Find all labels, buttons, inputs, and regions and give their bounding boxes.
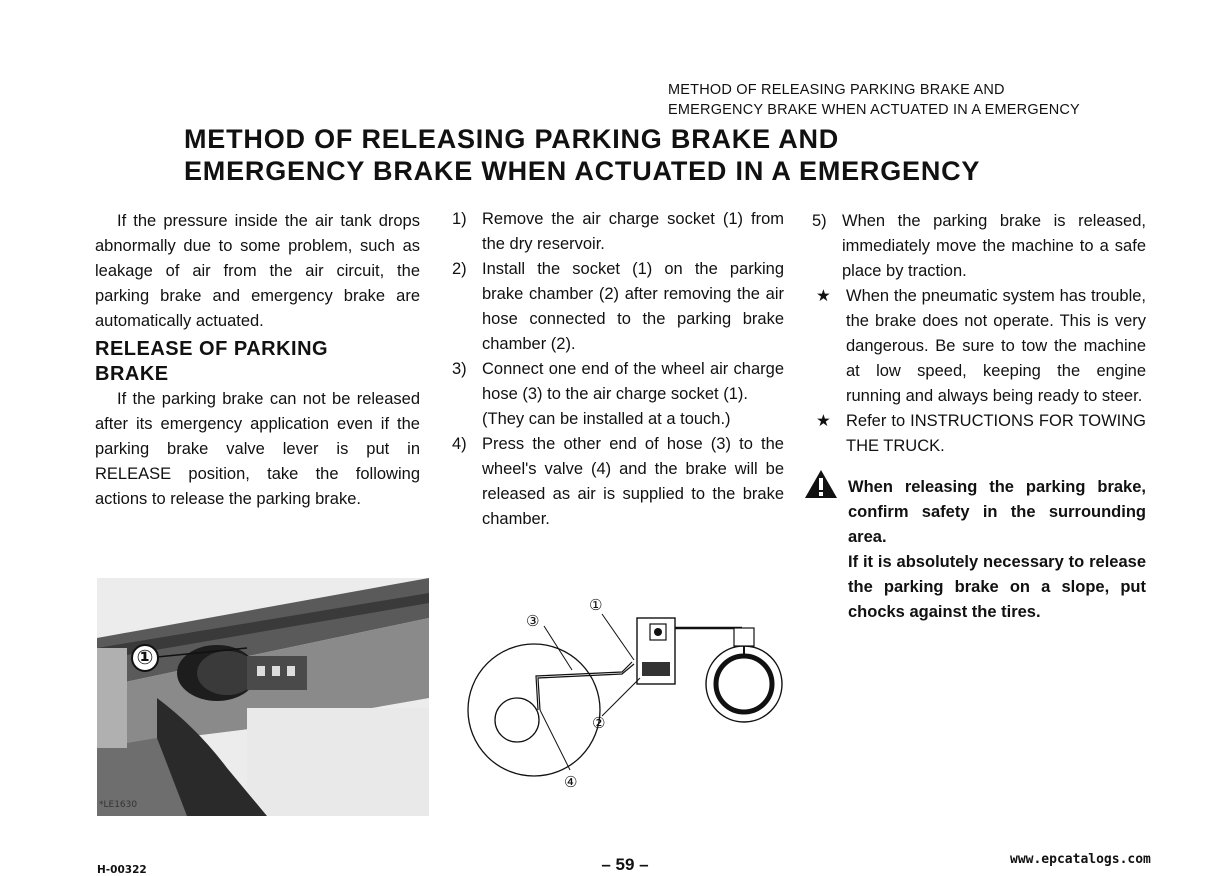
section-heading-line2: BRAKE <box>95 363 169 385</box>
step-item <box>812 209 1146 284</box>
star-bullet-icon: ★ <box>816 412 831 430</box>
page-number: – 59 – <box>601 855 649 874</box>
warning-box <box>812 475 1146 625</box>
step-item <box>452 207 784 257</box>
warning-text-1: When releasing the parking brake, confirm safety in the surrounding area. <box>848 478 1146 546</box>
intro-paragraph: If the pressure inside the air tank drops abnormally due to some problem, such as leakage of air from the air circuit, the parking brake and emergency brake are automatically actuated. <box>95 212 420 330</box>
warning-text-2: If it is absolutely necessary to release the parking brake on a slope, put chocks against the tires. <box>848 553 1146 621</box>
brake-chamber-photo <box>97 578 429 816</box>
note-text: Refer to INSTRUCTIONS FOR TOWING THE TRUCK. <box>846 412 1146 455</box>
step-item <box>452 432 784 532</box>
page-title <box>184 123 1084 187</box>
note-item <box>812 409 1146 459</box>
footer-code: H-00322 <box>97 864 147 876</box>
footer-url: www.epcatalogs.com <box>1010 852 1151 867</box>
step-number: 3) <box>452 360 467 378</box>
step-number <box>452 407 482 432</box>
step-number: 2) <box>452 260 467 278</box>
running-header <box>668 80 1208 120</box>
step-text: Remove the air charge socket (1) from the dry reservoir. <box>482 210 784 253</box>
step-text: (They can be installed at a touch.) <box>482 410 731 428</box>
step-text: Install the socket (1) on the parking brake chamber (2) after removing the air hose connected to the parking brake chamber (2). <box>482 260 784 353</box>
diagram-label-socket: ① <box>589 597 603 614</box>
column-middle <box>452 207 784 532</box>
step-number: 1) <box>452 210 467 228</box>
diagram-label-hose: ③ <box>526 613 540 630</box>
running-header-line2: EMERGENCY BRAKE WHEN ACTUATED IN A EMERGENCY <box>668 102 1080 118</box>
brake-circuit-diagram <box>462 592 802 802</box>
step-item <box>452 257 784 357</box>
star-bullet-icon: ★ <box>816 287 831 305</box>
step-text: Connect one end of the wheel air charge hose (3) to the air charge socket (1). <box>482 360 784 403</box>
section-body: If the parking brake can not be released after its emergency application even if the parking brake valve lever is put in RELEASE position, take the following actions to release the parking brake. <box>95 390 420 508</box>
step-number: 4) <box>452 435 467 453</box>
page-title-line1: METHOD OF RELEASING PARKING BRAKE AND <box>184 124 840 154</box>
section-heading-line1: RELEASE OF PARKING <box>95 338 329 360</box>
warning-triangle-icon <box>812 475 848 625</box>
column-left <box>95 209 420 512</box>
photo-callout-label: ① <box>136 647 154 669</box>
diagram-label-valve: ④ <box>564 774 578 791</box>
step-number: 5) <box>812 212 827 230</box>
step-text: When the parking brake is released, immediately move the machine to a safe place by traction. <box>842 212 1146 280</box>
note-text: When the pneumatic system has trouble, the brake does not operate. This is very dangerous. Be sure to tow the machine at low speed, keeping the engine running and always being ready to steer. <box>846 287 1146 405</box>
step-item <box>452 357 784 407</box>
step-text: Press the other end of hose (3) to the wheel's valve (4) and the brake will be released as air is supplied to the brake chamber. <box>482 435 784 528</box>
running-header-line1: METHOD OF RELEASING PARKING BRAKE AND <box>668 82 1005 98</box>
note-item <box>812 284 1146 409</box>
photo-id: *LE1630 <box>99 800 138 810</box>
step-item <box>452 407 784 432</box>
column-right <box>812 209 1146 625</box>
page-title-line2: EMERGENCY BRAKE WHEN ACTUATED IN A EMERGENCY <box>184 156 981 186</box>
section-heading <box>95 337 420 387</box>
diagram-label-chamber: ② <box>592 715 606 732</box>
